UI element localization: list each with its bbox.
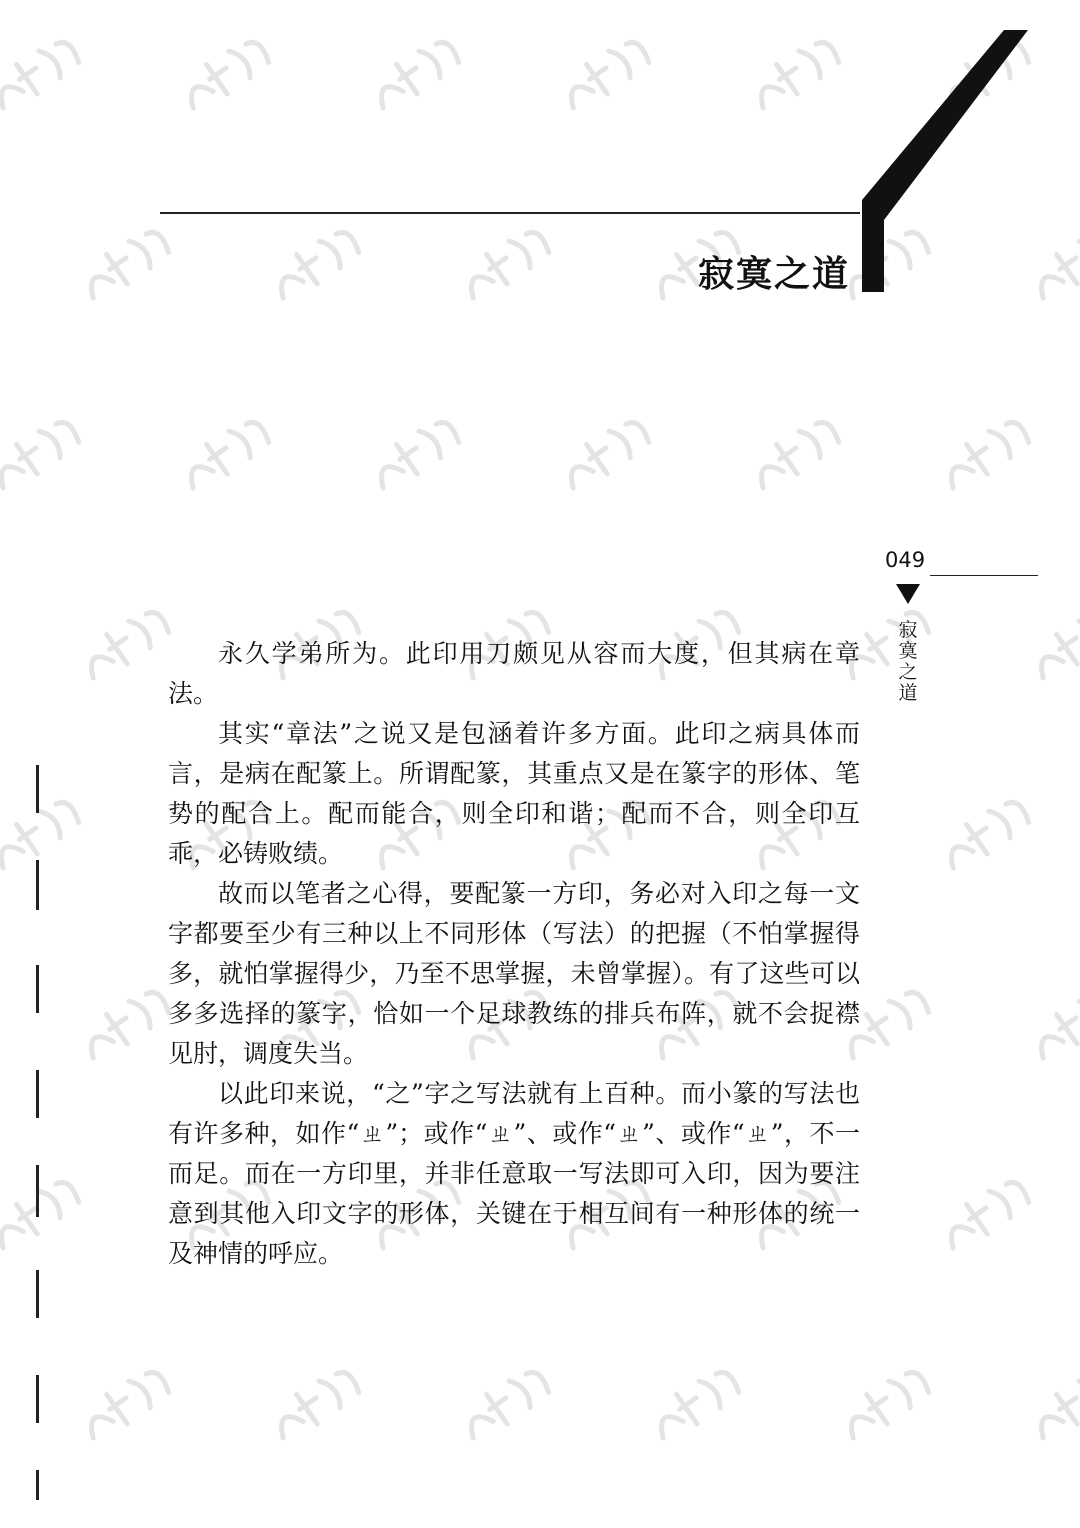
watermark-mark bbox=[0, 1151, 106, 1269]
watermark-mark bbox=[164, 391, 297, 509]
chapter-title: 寂寞之道 bbox=[697, 253, 850, 295]
watermark-mark bbox=[354, 391, 487, 509]
watermark-mark bbox=[734, 11, 867, 129]
watermark-mark bbox=[1014, 1341, 1080, 1459]
watermark-mark bbox=[544, 391, 677, 509]
watermark-mark bbox=[544, 11, 677, 129]
page-marker-triangle-icon bbox=[896, 584, 920, 604]
body-text bbox=[168, 634, 860, 1274]
watermark-mark bbox=[634, 1341, 767, 1459]
scan-artifact bbox=[36, 965, 39, 1013]
watermark-mark bbox=[254, 201, 387, 319]
watermark-mark bbox=[734, 391, 867, 509]
scan-artifact bbox=[36, 860, 39, 910]
scan-artifact bbox=[36, 1470, 39, 1500]
watermark-mark bbox=[64, 1341, 197, 1459]
watermark-mark bbox=[1014, 581, 1080, 699]
watermark-mark bbox=[0, 391, 106, 509]
watermark-mark bbox=[444, 1341, 577, 1459]
header-rule bbox=[160, 212, 860, 214]
watermark-mark bbox=[444, 201, 577, 319]
paragraph: 故而以笔者之心得，要配篆一方印，务必对入印之每一文字都要至少有三种以上不同形体（写法）的把握（不怕掌握得多，就怕掌握得少，乃至不思掌握，未曾掌握）。有了这些可以多多选择的篆字，恰如一个足球教练的排兵布阵，就不会捉襟见肘，调度失当。 bbox=[168, 879, 860, 1068]
scan-artifact bbox=[36, 1165, 39, 1217]
scan-artifact bbox=[36, 765, 39, 813]
chapter-slash-ornament bbox=[862, 30, 1042, 292]
page-number: 049 bbox=[885, 548, 926, 572]
watermark-mark bbox=[64, 201, 197, 319]
paragraph: 其实“章法”之说又是包涵着许多方面。此印之病具体而言，是病在配篆上。所谓配篆，其重点又是在篆字的形体、笔势的配合上。配而能合，则全印和谐；配而不合，则全印互乖，必铸败绩。 bbox=[168, 719, 860, 868]
watermark-mark bbox=[164, 11, 297, 129]
page-number-rule bbox=[930, 575, 1038, 576]
paragraph: 永久学弟所为。此印用刀颇见从容而大度，但其病在章法。 bbox=[168, 639, 860, 708]
watermark-mark bbox=[924, 1151, 1057, 1269]
watermark-mark bbox=[254, 1341, 387, 1459]
watermark-mark bbox=[354, 11, 487, 129]
paragraph: 以此印来说，“之”字之写法就有上百种。而小篆的写法也有许多种，如作“ㄓ”；或作“ㄓ”、或作“ㄓ”、或作“ㄓ”，不一而足。而在一方印里，并非任意取一写法即可入印，因为要注意到其他入印文字的形体，关键在于相互间有一种形体的统一及神情的呼应。 bbox=[168, 1079, 860, 1268]
running-head: 寂寞之道 bbox=[898, 619, 918, 704]
scan-artifact bbox=[36, 1270, 39, 1318]
watermark-mark bbox=[924, 771, 1057, 889]
scan-artifact bbox=[36, 1375, 39, 1423]
scan-artifact bbox=[36, 1070, 39, 1118]
watermark-mark bbox=[0, 11, 106, 129]
watermark-mark bbox=[1014, 961, 1080, 1079]
watermark-mark bbox=[0, 771, 106, 889]
watermark-mark bbox=[924, 391, 1057, 509]
watermark-mark bbox=[824, 1341, 957, 1459]
